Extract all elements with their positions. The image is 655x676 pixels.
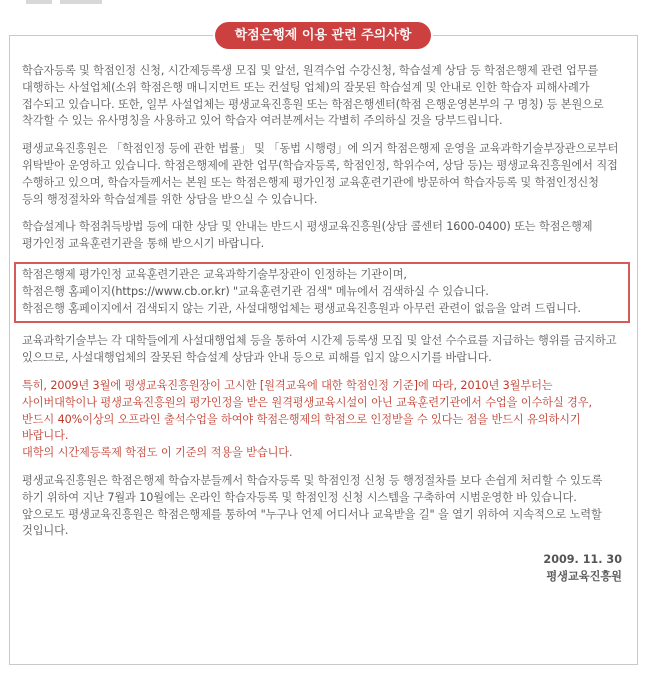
signature-org: 평생교육진흥원: [546, 570, 622, 584]
boxed-line: 학점은행 홈페이지(https://www.cb.or.kr) "교육훈련기관 검색" 메뉴에서 검색하실 수 있습니다.: [22, 284, 489, 298]
signature-date: 2009. 11. 30: [543, 553, 622, 567]
paragraph-ministry: 교육과학기술부는 각 대학들에게 사설대행업체 등을 통하여 시간제 등록생 모집 및 알선 수수료를 지급하는 행위를 금지하고 있으므로, 사설대행업체의 잘못된 학습설계 상담과 안내 등으로 피해를 입지 않으시기를 바랍니다.: [22, 334, 617, 365]
paragraph-agency-warning: 학습자등록 및 학점인정 신청, 시간제등록생 모집 및 알선, 원격수업 수강신청, 학습설계 상담 등 학점은행제 관련 업무를 대행하는 사설업체(소위 학점은행 매니지먼트 또는 컨설팅 업체)의 잘못된 학습설계 및 안내로 인한 학습자 피해사례가 접수되고 있습니다. 또한, 일부 사설업체는 평생교육진흥원 또는 학점은행센터(학점 은행운영본부의 구 명칭) 등 본원으로 착각할 수 있는 유사명칭을 사용하고 있어 학습자 여러분께서는 각별히 주의하실 것을 당부드립니다.: [22, 64, 604, 128]
boxed-line: 학점은행제 평가인정 교육훈련기관은 교육과학기술부장관이 인정하는 기관이며,: [22, 267, 407, 281]
paragraph-consultation: 학습설계나 학점취득방법 등에 대한 상담 및 안내는 반드시 평생교육진흥원(상담 콜센터 1600-0400) 또는 학점은행제 평가인정 교육훈련기관을 통해 받으시기 바랍니다.: [22, 220, 593, 251]
page-title: 학점은행제 이용 관련 주의사항: [215, 22, 431, 49]
paragraph-closing: 평생교육진흥원은 학점은행제 학습자분들께서 학습자등록 및 학점인정 신청 등 행정절차를 보다 손쉽게 처리할 수 있도록 하기 위하여 지난 7월과 10월에는 온라인 학습자등록 및 학점인정 신청 시스템을 구축하여 시범운영한 바 있습니다. 앞으로도 평생교육진흥원은 학점은행제를 통하여 "누구나 언제 어디서나 교육받을 길" 을 열기 위하여 지속적으로 노력할 것입니다.: [22, 473, 603, 538]
notice-line: 특히, 2009년 3월에 평생교육진흥원장이 고시한 [원격교육에 대한 학점인정 기준]에 따라, 2010년 3월부터는 사이버대학이나 평생교육진흥원의 평가인정을 받은 원격평생교육시설이 아닌 교육훈련기관에서 수업을 이수하실 경우, 반드시 40%이상의 오프라인 출석수업을 하여야 학점은행제의 학점으로 인정받을 수 있다는 점을 반드시 유의하시기 바랍니다.: [22, 378, 592, 443]
highlight-box: [14, 262, 630, 323]
boxed-line: 학점은행 홈페이지에서 검색되지 않는 기관, 사설대행업체는 평생교육진흥원과 아무런 관련이 없음을 알려 드립니다.: [22, 301, 581, 315]
notice-content: [22, 63, 622, 585]
paragraph-institute-role: 평생교육진흥원은 「학점인정 등에 관한 법률」 및 「동법 시행령」에 의거 학점은행제 운영을 교육과학기술부장관으로부터 위탁받아 운영하고 있습니다. 학점은행제에 관한 업무(학습자등록, 학점인정, 학위수여, 상담 등)는 평생교육진흥원에서 직접 수행하고 있으며, 학습자들께서는 본원 또는 학점은행제 평가인정 교육훈련기관에 방문하여 학습자등록 및 학점인정신청 등의 행정절차와 학습설계를 위한 상담을 받으실 수 있습니다.: [22, 142, 619, 206]
top-decoration: [26, 0, 136, 4]
notice-line: 대학의 시간제등록제 학점도 이 기준의 적용을 받습니다.: [22, 446, 293, 460]
signature: [22, 551, 622, 585]
notice-block: [22, 378, 622, 462]
